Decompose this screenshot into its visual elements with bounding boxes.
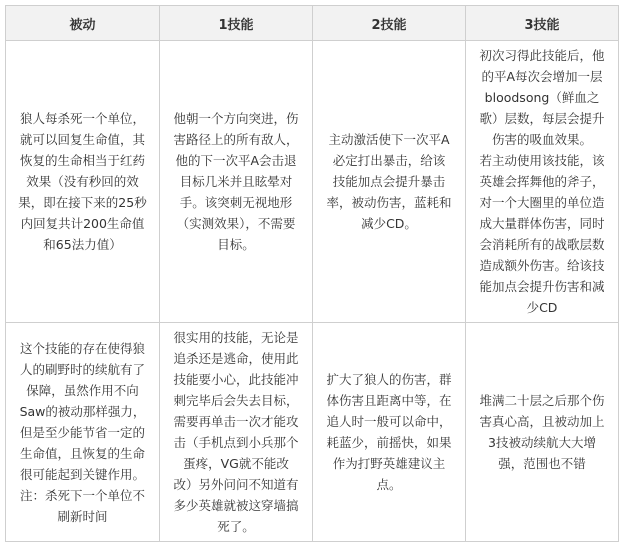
skills-table bbox=[5, 5, 619, 542]
header-skill-3: 3技能 bbox=[466, 6, 619, 41]
skill-1-comment bbox=[160, 323, 313, 542]
header-skill-2: 2技能 bbox=[313, 6, 466, 41]
skill-1-description bbox=[160, 41, 313, 323]
passive-description bbox=[6, 41, 160, 323]
skill-2-comment bbox=[313, 323, 466, 542]
skill-2-description-text: 主动激活使下一次平A 必定打出暴击，给该 技能加点会提升暴击 率，被动伤害，蓝耗和 减少CD。 bbox=[326, 132, 452, 231]
skill-3-comment bbox=[466, 323, 619, 542]
header-row bbox=[6, 6, 619, 41]
header-passive: 被动 bbox=[6, 6, 160, 41]
passive-comment bbox=[6, 323, 160, 542]
skill-2-comment-text: 扩大了狼人的伤害，群 体伤害且距离中等，在 追人时一般可以命中， 耗蓝少，前摇快，如果 作为打野英雄建议主 点。 bbox=[326, 372, 452, 492]
comment-row bbox=[6, 323, 619, 542]
skill-3-comment-text: 堆满二十层之后那个伤 害真心高，且被动加上 3技被动续航大大增 强，范围也不错 bbox=[479, 393, 605, 471]
skill-3-description-text: 初次习得此技能后，他 的平A每次会增加一层 bloodsong（鲜血之 歌）层数，每层会提升 伤害的吸血效果。 若主动使用该技能，该 英雄会挥舞他的斧子， 对一个大圈里的单位造 成大量群体伤害，同时 会消耗所有的战歌层数 造成额外伤害。给该技 能加点会提升伤害和减 少CD bbox=[479, 48, 605, 315]
passive-description-text: 狼人每杀死一个单位， 就可以回复生命值，其 恢复的生命相当于红药 效果（没有秒回的效 果，即在接下来的25秒 内回复共计200生命值 和65法力值） bbox=[18, 111, 147, 252]
skill-2-description bbox=[313, 41, 466, 323]
skill-3-description bbox=[466, 41, 619, 323]
passive-comment-text: 这个技能的存在使得狼 人的刷野时的续航有了 保障，虽然作用不向 Saw的被动那样强力， 但是至少能节省一定的 生命值，且恢复的生命 很可能起到关键作用。 注：杀死下一个单位不 刷新时间 bbox=[19, 340, 146, 524]
description-row bbox=[6, 41, 619, 323]
skill-1-comment-text: 很实用的技能，无论是 追杀还是逃命，使用此 技能要小心，此技能冲 刺完毕后会失去目标， 需要再单击一次才能攻 击（手机点到小兵那个 蛋疼，VG就不能改 改）另外问问不知道有 多少英雄就被这穿墙搞 死了。 bbox=[173, 330, 299, 534]
header-skill-1: 1技能 bbox=[160, 6, 313, 41]
skill-1-description-text: 他朝一个方向突进，伤 害路径上的所有敌人， 他的下一次平A会击退 目标几米并且眩晕对 手。该突刺无视地形 （实测效果），不需要 目标。 bbox=[173, 111, 299, 252]
